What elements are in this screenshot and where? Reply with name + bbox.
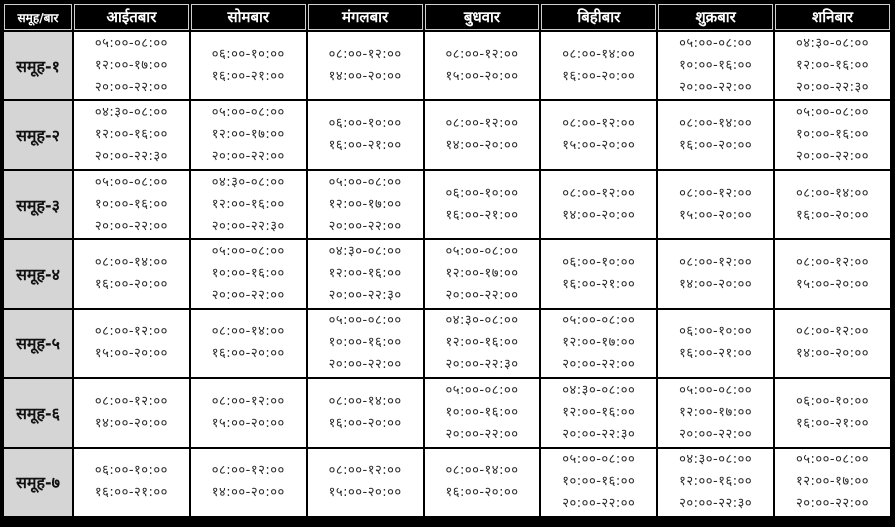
schedule-cell: [775, 310, 890, 377]
time-range: २०:००-२२:३०: [328, 287, 402, 303]
schedule-cell: [191, 379, 306, 446]
time-range: ०६:००-१०:००: [445, 185, 519, 201]
time-range: १२:००-१७:००: [796, 474, 870, 490]
schedule-cell: [541, 449, 656, 516]
time-range: १६:००-२१:००: [211, 68, 285, 84]
group-label: समूह-३: [4, 171, 72, 238]
group-row: [4, 240, 890, 307]
time-range: १६:००-२०:००: [562, 68, 636, 84]
schedule-cell: [425, 449, 540, 516]
time-range: १५:००-२०:००: [445, 68, 519, 84]
time-range: ०४:३०-०८:००: [94, 105, 168, 121]
time-range: १२:००-१६:००: [211, 196, 285, 212]
time-range: ०४:३०-०८:००: [445, 313, 519, 329]
time-range: ०५:००-०८:००: [94, 174, 168, 190]
day-header: शुक्रबार: [658, 4, 773, 30]
time-range: ०६:००-१०:००: [328, 116, 402, 132]
time-range: १२:००-१७:००: [94, 57, 168, 73]
schedule-cell: [425, 171, 540, 238]
time-range: ०५:००-०८:००: [211, 243, 285, 259]
time-range: ०८:००-१४:००: [562, 46, 636, 62]
time-range: १२:००-१७:००: [562, 335, 636, 351]
time-range: ०८:००-१४:००: [328, 393, 402, 409]
schedule-cell: [658, 240, 773, 307]
time-range: १६:००-२१:००: [796, 415, 870, 431]
time-range: २०:००-२२:००: [796, 149, 870, 165]
time-range: १५:००-२०:००: [562, 138, 636, 154]
day-header: बिहीबार: [541, 4, 656, 30]
schedule-cell: [308, 449, 423, 516]
time-range: १५:००-२०:००: [796, 276, 870, 292]
schedule-cell: [308, 310, 423, 377]
group-label: समूह-७: [4, 449, 72, 516]
schedule-cell: [775, 449, 890, 516]
time-range: ०५:००-०८:००: [445, 382, 519, 398]
corner-header: समूह/बार: [4, 4, 72, 30]
time-range: ०५:००-०८:००: [796, 105, 870, 121]
time-range: १६:००-२१:००: [328, 138, 402, 154]
schedule-cell: [541, 379, 656, 446]
schedule-cell: [775, 32, 890, 99]
time-range: ०८:००-१४:००: [679, 116, 753, 132]
schedule-cell: [775, 379, 890, 446]
time-range: २०:००-२२:००: [211, 287, 285, 303]
group-row: [4, 310, 890, 377]
schedule-body: [4, 32, 890, 516]
time-range: १२:००-१६:००: [328, 265, 402, 281]
time-range: २०:००-२२:००: [94, 79, 168, 95]
schedule-cell: [658, 171, 773, 238]
time-range: ०४:३०-०८:००: [211, 174, 285, 190]
time-range: ०८:००-१२:००: [679, 185, 753, 201]
time-range: २०:००-२२:३०: [796, 79, 870, 95]
schedule-cell: [74, 310, 189, 377]
time-range: १५:००-२०:००: [328, 485, 402, 501]
schedule-cell: [191, 32, 306, 99]
schedule-cell: [425, 379, 540, 446]
time-range: २०:००-२२:३०: [445, 357, 519, 373]
time-range: १२:००-१६:००: [679, 474, 753, 490]
day-header: मंगलबार: [308, 4, 423, 30]
time-range: १०:००-१६:००: [562, 474, 636, 490]
schedule-cell: [74, 32, 189, 99]
time-range: १४:००-२०:००: [679, 276, 753, 292]
group-label: समूह-२: [4, 101, 72, 168]
time-range: १४:००-२०:००: [445, 138, 519, 154]
group-row: [4, 449, 890, 516]
time-range: २०:००-२२:३०: [211, 218, 285, 234]
time-range: १०:००-१६:००: [796, 127, 870, 143]
time-range: १६:००-२०:००: [328, 415, 402, 431]
time-range: १२:००-१६:००: [445, 335, 519, 351]
time-range: २०:००-२२:००: [796, 496, 870, 512]
schedule-cell: [658, 379, 773, 446]
time-range: १२:००-१७:००: [679, 404, 753, 420]
time-range: १२:००-१७:००: [445, 265, 519, 281]
schedule-cell: [74, 379, 189, 446]
schedule-cell: [74, 240, 189, 307]
schedule-cell: [308, 171, 423, 238]
time-range: ०८:००-१२:००: [211, 393, 285, 409]
time-range: ०८:००-१२:००: [94, 324, 168, 340]
time-range: १६:००-२०:००: [94, 276, 168, 292]
time-range: ०४:३०-०८:००: [328, 243, 402, 259]
time-range: ०८:००-१२:००: [562, 185, 636, 201]
time-range: ०८:००-१४:००: [796, 185, 870, 201]
day-header: शनिबार: [775, 4, 890, 30]
time-range: १४:००-२०:००: [94, 415, 168, 431]
time-range: १६:००-२१:००: [679, 346, 753, 362]
time-range: ०६:००-१०:००: [562, 254, 636, 270]
time-range: २०:००-२२:००: [445, 426, 519, 442]
group-label: समूह-१: [4, 32, 72, 99]
time-range: १४:००-२०:००: [211, 485, 285, 501]
time-range: १०:००-१६:००: [211, 265, 285, 281]
time-range: ०८:००-१४:००: [94, 254, 168, 270]
time-range: ०५:००-०८:००: [562, 313, 636, 329]
time-range: १२:००-१७:००: [211, 127, 285, 143]
time-range: २०:००-२२:००: [94, 218, 168, 234]
time-range: १५:००-२०:००: [94, 346, 168, 362]
time-range: १०:००-१६:००: [94, 196, 168, 212]
schedule-cell: [775, 240, 890, 307]
schedule-cell: [191, 240, 306, 307]
day-header: बुधवार: [425, 4, 540, 30]
time-range: ०८:००-१२:००: [328, 46, 402, 62]
schedule-cell: [425, 101, 540, 168]
time-range: ०६:००-१०:००: [94, 463, 168, 479]
time-range: १४:००-२०:००: [796, 346, 870, 362]
time-range: १५:००-२०:००: [211, 415, 285, 431]
time-range: १४:००-२०:००: [562, 207, 636, 223]
group-label: समूह-४: [4, 240, 72, 307]
schedule-cell: [658, 101, 773, 168]
schedule-cell: [308, 379, 423, 446]
time-range: २०:००-२२:००: [211, 149, 285, 165]
time-range: ०५:००-०८:००: [445, 243, 519, 259]
time-range: ०८:००-१२:००: [562, 116, 636, 132]
time-range: ०८:००-१२:००: [94, 393, 168, 409]
schedule-cell: [658, 449, 773, 516]
schedule-cell: [775, 101, 890, 168]
time-range: ०५:००-०८:००: [211, 105, 285, 121]
time-range: ०८:००-१२:००: [211, 463, 285, 479]
group-label: समूह-५: [4, 310, 72, 377]
time-range: १६:००-२०:००: [679, 138, 753, 154]
time-range: ०६:००-१०:००: [796, 393, 870, 409]
time-range: ०५:००-०८:००: [679, 35, 753, 51]
schedule-cell: [425, 32, 540, 99]
header-row: [4, 4, 890, 30]
group-row: [4, 32, 890, 99]
time-range: २०:००-२२:००: [562, 496, 636, 512]
time-range: २०:००-२२:००: [328, 357, 402, 373]
time-range: २०:००-२२:००: [445, 287, 519, 303]
schedule-cell: [191, 449, 306, 516]
time-range: १६:००-२०:००: [796, 207, 870, 223]
time-range: ०४:३०-०८:००: [796, 35, 870, 51]
schedule-cell: [74, 171, 189, 238]
time-range: ०५:००-०८:००: [562, 452, 636, 468]
time-range: ०५:००-०८:००: [328, 313, 402, 329]
schedule-cell: [658, 32, 773, 99]
time-range: ०८:००-१२:००: [796, 324, 870, 340]
day-header: आईतबार: [74, 4, 189, 30]
time-range: ०६:००-१०:००: [211, 46, 285, 62]
time-range: १०:००-१६:००: [328, 335, 402, 351]
time-range: २०:००-२२:३०: [679, 496, 753, 512]
time-range: १६:००-२१:००: [562, 276, 636, 292]
time-range: ०८:००-१४:००: [211, 324, 285, 340]
time-range: २०:००-२२:००: [679, 79, 753, 95]
time-range: १५:००-२०:००: [679, 207, 753, 223]
time-range: २०:००-२२:००: [562, 357, 636, 373]
time-range: १०:००-१६:००: [445, 404, 519, 420]
time-range: १२:००-१७:००: [328, 196, 402, 212]
time-range: ०८:००-१२:००: [445, 116, 519, 132]
time-range: १६:००-२१:००: [94, 485, 168, 501]
day-header: सोमबार: [191, 4, 306, 30]
group-row: [4, 101, 890, 168]
group-row: [4, 171, 890, 238]
schedule-cell: [74, 449, 189, 516]
bottom-border: [0, 520, 895, 527]
schedule-cell: [308, 32, 423, 99]
time-range: ०८:००-१४:००: [445, 463, 519, 479]
schedule-cell: [191, 171, 306, 238]
schedule-cell: [658, 310, 773, 377]
schedule-cell: [541, 240, 656, 307]
time-range: १६:००-२०:००: [211, 346, 285, 362]
schedule-cell: [308, 240, 423, 307]
schedule-cell: [541, 171, 656, 238]
time-range: ०८:००-१२:००: [328, 463, 402, 479]
time-range: २०:००-२२:३०: [562, 426, 636, 442]
time-range: १२:००-१६:००: [796, 57, 870, 73]
schedule-cell: [191, 101, 306, 168]
time-range: १६:००-२०:००: [445, 485, 519, 501]
time-range: ०५:००-०८:००: [328, 174, 402, 190]
group-row: [4, 379, 890, 446]
time-range: २०:००-२२:३०: [94, 149, 168, 165]
schedule-cell: [191, 310, 306, 377]
time-range: ०५:००-०८:००: [796, 452, 870, 468]
schedule-table: [2, 2, 892, 518]
time-range: २०:००-२२:००: [328, 218, 402, 234]
schedule-cell: [775, 171, 890, 238]
schedule-cell: [425, 240, 540, 307]
time-range: १२:००-१६:००: [94, 127, 168, 143]
time-range: ०४:३०-०८:००: [562, 382, 636, 398]
time-range: ०८:००-१२:००: [679, 254, 753, 270]
schedule-cell: [308, 101, 423, 168]
time-range: १०:००-१६:००: [679, 57, 753, 73]
time-range: ०८:००-१२:००: [796, 254, 870, 270]
time-range: १४:००-२०:००: [328, 68, 402, 84]
schedule-cell: [74, 101, 189, 168]
time-range: ०५:००-०८:००: [679, 382, 753, 398]
schedule-cell: [425, 310, 540, 377]
time-range: १६:००-२१:००: [445, 207, 519, 223]
time-range: ०४:३०-०८:००: [679, 452, 753, 468]
time-range: २०:००-२२:००: [679, 426, 753, 442]
group-label: समूह-६: [4, 379, 72, 446]
time-range: ०८:००-१२:००: [445, 46, 519, 62]
schedule-cell: [541, 310, 656, 377]
time-range: १२:००-१६:००: [562, 404, 636, 420]
schedule-cell: [541, 32, 656, 99]
schedule-cell: [541, 101, 656, 168]
time-range: ०५:००-०८:००: [94, 35, 168, 51]
time-range: ०६:००-१०:००: [679, 324, 753, 340]
